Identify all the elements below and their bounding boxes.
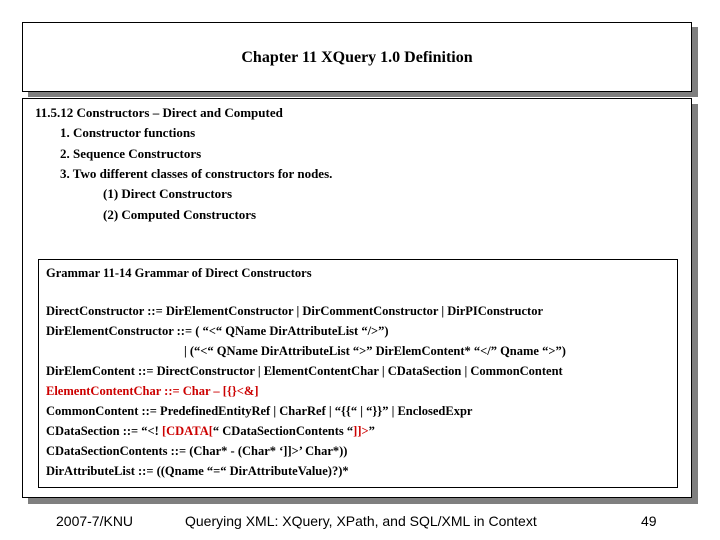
grammar-line bbox=[46, 364, 563, 379]
grammar-line bbox=[46, 464, 349, 479]
grammar-text: CommonContent ::= PredefinedEntityRef | CharRef | “{{“ | “}}” | EnclosedExpr bbox=[46, 404, 473, 418]
grammar-line bbox=[46, 324, 389, 339]
grammar-line bbox=[46, 444, 347, 459]
sub-list-item: (2) Computed Constructors bbox=[103, 207, 257, 222]
list-item: 2. Sequence Constructors bbox=[60, 146, 202, 161]
grammar-text: DirElemContent ::= DirectConstructor | ElementContentChar | CDataSection | CommonContent bbox=[46, 364, 563, 378]
grammar-line bbox=[46, 424, 375, 439]
list-item: 1. Constructor functions bbox=[60, 125, 196, 140]
grammar-text: DirAttributeList ::= ((Qname “=“ DirAttributeValue)?)* bbox=[46, 464, 349, 478]
grammar-box bbox=[38, 259, 678, 488]
grammar-text: ” bbox=[368, 424, 375, 438]
list-item: 3. Two different classes of constructors for nodes. bbox=[60, 166, 333, 181]
grammar-text: | (“<“ QName DirAttributeList “>” DirElemContent* “</” Qname “>”) bbox=[184, 344, 566, 358]
grammar-text: DirElementConstructor ::= ( “<“ QName DirAttributeList “/>”) bbox=[46, 324, 389, 338]
content-box bbox=[22, 98, 692, 498]
grammar-line bbox=[46, 304, 543, 319]
section-heading: 11.5.12 Constructors – Direct and Computed bbox=[35, 105, 283, 120]
grammar-line bbox=[46, 404, 472, 419]
grammar-text: CDataSection ::= “<! bbox=[46, 424, 162, 438]
footer-course-title: Querying XML: XQuery, XPath, and SQL/XML in Context bbox=[185, 513, 537, 529]
sub-list-item: (1) Direct Constructors bbox=[103, 186, 232, 201]
grammar-text: DirectConstructor ::= DirElementConstructor | DirCommentConstructor | DirPIConstructor bbox=[46, 304, 544, 318]
grammar-line bbox=[46, 384, 259, 399]
slide-title: Chapter 11 XQuery 1.0 Definition bbox=[241, 49, 473, 66]
grammar-caption: Grammar 11-14 Grammar of Direct Constructors bbox=[46, 266, 312, 280]
footer-date: 2007-7/KNU bbox=[56, 513, 134, 529]
grammar-text: CDataSectionContents ::= (Char* - (Char* ‘]]>’ Char*)) bbox=[46, 444, 348, 458]
grammar-highlight: ]]> bbox=[353, 424, 369, 438]
title-box bbox=[22, 22, 692, 92]
grammar-text: “ CDataSectionContents “ bbox=[212, 424, 354, 438]
grammar-highlight: ElementContentChar ::= Char – [{}<&] bbox=[46, 384, 259, 398]
page-number: 49 bbox=[641, 513, 657, 529]
grammar-line bbox=[184, 344, 566, 359]
grammar-highlight: [CDATA[ bbox=[161, 424, 213, 438]
